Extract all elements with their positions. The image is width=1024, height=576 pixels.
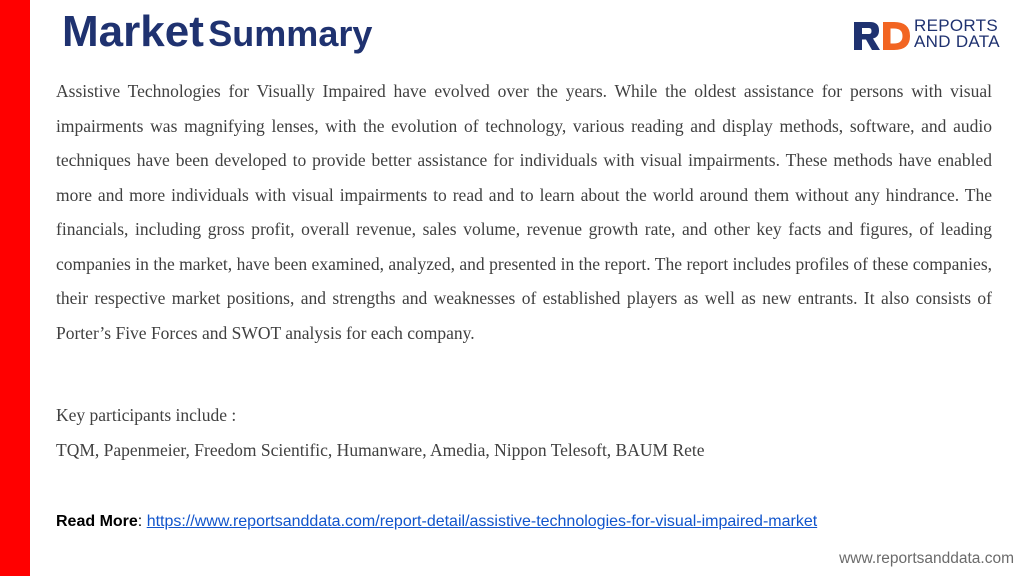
page-title-word-1: Market (62, 7, 204, 56)
page-title-word-2: Summary (208, 13, 373, 54)
page-title (62, 7, 373, 56)
key-participants-list: TQM, Papenmeier, Freedom Scientific, Humanware, Amedia, Nippon Telesoft, BAUM Rete (56, 440, 705, 460)
summary-paragraph: Assistive Technologies for Visually Impaired have evolved over the years. While the oldest assistance for persons with visual impairments was magnifying lenses, with the evolution of technology, various reading and display methods, software, and audio techniques have been developed to provide better assistance for individuals with visual impairments. These methods have enabled more and more individuals with visual impairments to read and to learn about the world around them without any hindrance. The financials, including gross profit, overall revenue, sales volume, revenue growth rate, and other key facts and figures, of leading companies in the market, have been examined, analyzed, and presented in the report. The report includes profiles of these companies, their respective market positions, and strengths and weaknesses of established players as well as new entrants. It also consists of Porter’s Five Forces and SWOT analysis for each company. (56, 81, 992, 343)
footer-website: www.reportsanddata.com (839, 550, 1014, 567)
key-participants-label: Key participants include : (56, 405, 237, 425)
read-more-separator: : (137, 513, 147, 530)
read-more-line (56, 508, 817, 536)
logo-wordmark (914, 18, 1000, 50)
read-more-link[interactable]: https://www.reportsanddata.com/report-detail/assistive-technologies-for-visual-impaired-market (146, 513, 818, 530)
rd-logo-mark (852, 20, 912, 52)
side-accent-bar (0, 0, 30, 576)
read-more-label: Read More (56, 513, 138, 530)
reports-and-data-logo (852, 18, 1012, 52)
logo-line-1: REPORTS (914, 16, 998, 35)
logo-line-2: AND DATA (914, 32, 1000, 51)
